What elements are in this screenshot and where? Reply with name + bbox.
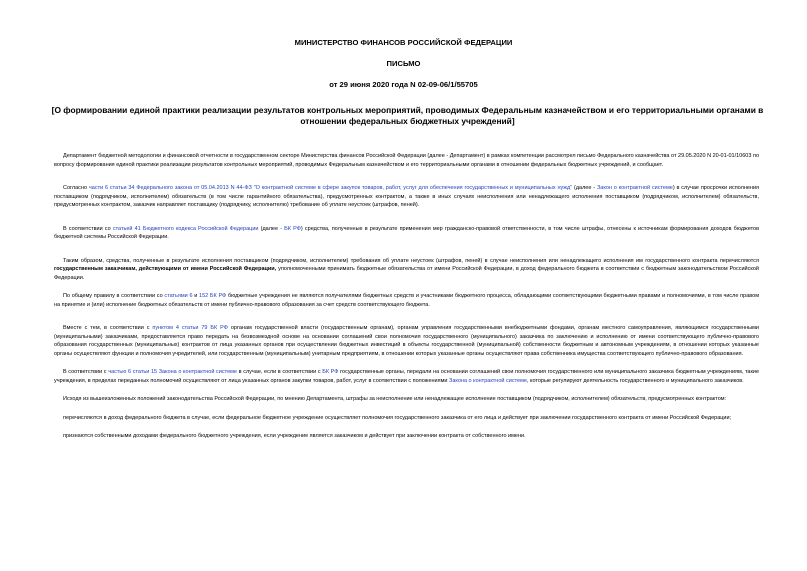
link-article-152[interactable]: 152 БК РФ: [199, 293, 227, 299]
link-contract-system-law-2[interactable]: Закона о контрактной системе: [449, 377, 527, 384]
text: уполномоченными принимать бюджетные обязательства от имени Российской Федерации, в доход федерального бюджета в соответствии с бюджетным законодательством Российской Федерации.: [54, 266, 759, 281]
text: Таким образом, средства, полученные в результате исполнения поставщиком (подрядчиком, исполнителем) требования об уплате неустоек (штрафов, пеней) в случае неисполнения или ненадлежащего исполнения им государственного контракта перечисляются: [63, 257, 759, 264]
link-bk-rf-2[interactable]: БК РФ: [322, 369, 339, 375]
text: в случае, если в соответствии с: [237, 369, 323, 375]
paragraph-9: перечисляются в доход федерального бюджета в случае, если федеральное бюджетное учреждение осуществляет полномочия государственного заказчика от его лица и действует при заключении государственного контракта от имени Российской Федерации;: [63, 414, 732, 421]
document-subject: [О формировании единой практики реализации результатов контрольных мероприятий, проводимых Федеральным казначейством и его территориальными органами в отношении федеральных бюджетных учреждений]: [51, 105, 764, 126]
link-bk-rf[interactable]: БК РФ: [284, 225, 301, 232]
ministry-heading: МИНИСТЕРСТВО ФИНАНСОВ РОССИЙСКОЙ ФЕДЕРАЦИИ: [294, 38, 513, 47]
paragraph-1: Департамент бюджетной методологии и финансовой отчетности в государственном секторе Министерства финансов Российской Федерации (далее - Департамент) в рамках компетенции рассмотрел письмо Федерального казначейства от 29.05.2020 N 20-01-01/10603 по вопросу формирования единой практики реализации результатов контрольных мероприятий, проводимых Федеральным казначейством и его территориальными органами в отношении федеральных бюджетных учреждений, и сообщает.: [54, 153, 759, 168]
document-date-number: от 29 июня 2020 года N 02-09-06/1/55705: [329, 80, 478, 89]
bold-text: государственным заказчикам, действующими от имени Российской Федерации,: [54, 266, 277, 272]
link-law-44-fz[interactable]: части 6 статьи 34 Федерального закона от 05.04.2013 N 44-ФЗ "О контрактной системе в сфере закупок товаров, работ, услуг для обеспечения государственных и муниципальных нужд": [88, 185, 573, 191]
link-contract-system-law[interactable]: Закон о контрактной системе: [596, 185, 673, 191]
paragraph-4: [54, 257, 759, 283]
text: ) в случае просрочки исполнения поставщиком (подрядчиком, исполнителем) обязательств (в том числе гарантийного обязательства), предусмотренных контрактом, а также в иных случаях неисполнения или ненадлежащего исполнения поставщиком (подрядчиком, исполнителем) обязательств, предусмотренных контрактом, заказчик направляет поставщику (подрядчику, исполнителю) требование об уплате неустоек (штрафов, пеней).: [54, 185, 760, 208]
text: и: [192, 293, 200, 299]
paragraph-2: [54, 184, 759, 210]
text: В соответствии со: [63, 225, 113, 232]
paragraph-8: Исходя из вышеизложенных положений законодательства Российской Федерации, по мнению Департамента, штрафы за неисполнение или ненадлежащее исполнение поставщиком (подрядчиком, исполнителем) обязательств, предусмотренных контрактом:: [63, 396, 727, 402]
text: В соответствии с: [63, 369, 109, 375]
text: ) средства, полученные в результате применения мер гражданско-правовой ответственности, в том числе штрафы, отнесены к источникам формирования доходов бюджетов бюджетной системы Российской Федерации.: [54, 225, 760, 240]
text: бюджетные учреждения не являются получателями бюджетных средств и участниками бюджетного процесса, обладающими соответствующими бюджетными правами и полномочиями, в том числе правом на принятие и (или) исполнение бюджетных обязательств от имени публично-правового образования за счет средств соответствующего бюджета.: [54, 293, 759, 308]
paragraph-5: [54, 292, 759, 309]
text: Вместе с тем, в соответствии с: [63, 325, 153, 331]
text: государственные органы, передали на основании соглашений свои полномочия государственного или муниципального заказчика бюджетным учреждениям, такие учреждения, в пределах переданных полномочий осуществляют от лица указанных органов закупки товаров, работ, услуг в соответствии с положениями: [54, 369, 760, 384]
text: Согласно: [63, 185, 89, 191]
document-body: [54, 152, 759, 441]
text: органам государственной власти (государственным органам), органам управления государственными внебюджетными фондами, органам местного самоуправления, являющимся государственными (муниципальными) заказчиками, предоставляется право передать на безвозмездной основе на основании соглашений свои полномочия государственного (муниципального) заказчика по заключению и исполнению от имени соответствующего публично-правового образования государственных (муниципальных) контрактов от лица указанных органов при осуществлении бюджетных инвестиций в объекты государственной (муниципальной) собственности бюджетным и автономным учреждениям, в отношении которых указанные органы осуществляют функции и полномочия учредителей, или государственным (муниципальным) унитарным предприятиям, в отношении которых указанные органы осуществляют права собственника имущества соответствующего публично-правового образования.: [54, 325, 759, 357]
link-article-79[interactable]: пунктом 4 статьи 79 БК РФ: [152, 325, 228, 331]
text: , которые регулируют деятельность государственного и муниципального заказчиков.: [526, 377, 744, 384]
link-articles-6[interactable]: статьями 6: [164, 293, 193, 299]
paragraph-7: [54, 368, 759, 385]
paragraph-10: признаются собственными доходами федерального бюджетного учреждения, если учреждение является заказчиком и действует при заключении контракта от собственного имени.: [63, 433, 526, 439]
text: По общему правилу в соответствии со: [63, 293, 165, 299]
document-type: ПИСЬМО: [386, 59, 421, 68]
paragraph-3: [54, 225, 759, 242]
text: (далее -: [572, 185, 597, 191]
text: (далее -: [258, 225, 285, 232]
paragraph-6: [54, 324, 759, 358]
link-budget-code-art-41[interactable]: статьей 41 Бюджетного кодекса Российской Федерации: [112, 225, 259, 232]
link-article-15[interactable]: частью 6 статьи 15 Закона о контрактной системе: [108, 369, 237, 375]
